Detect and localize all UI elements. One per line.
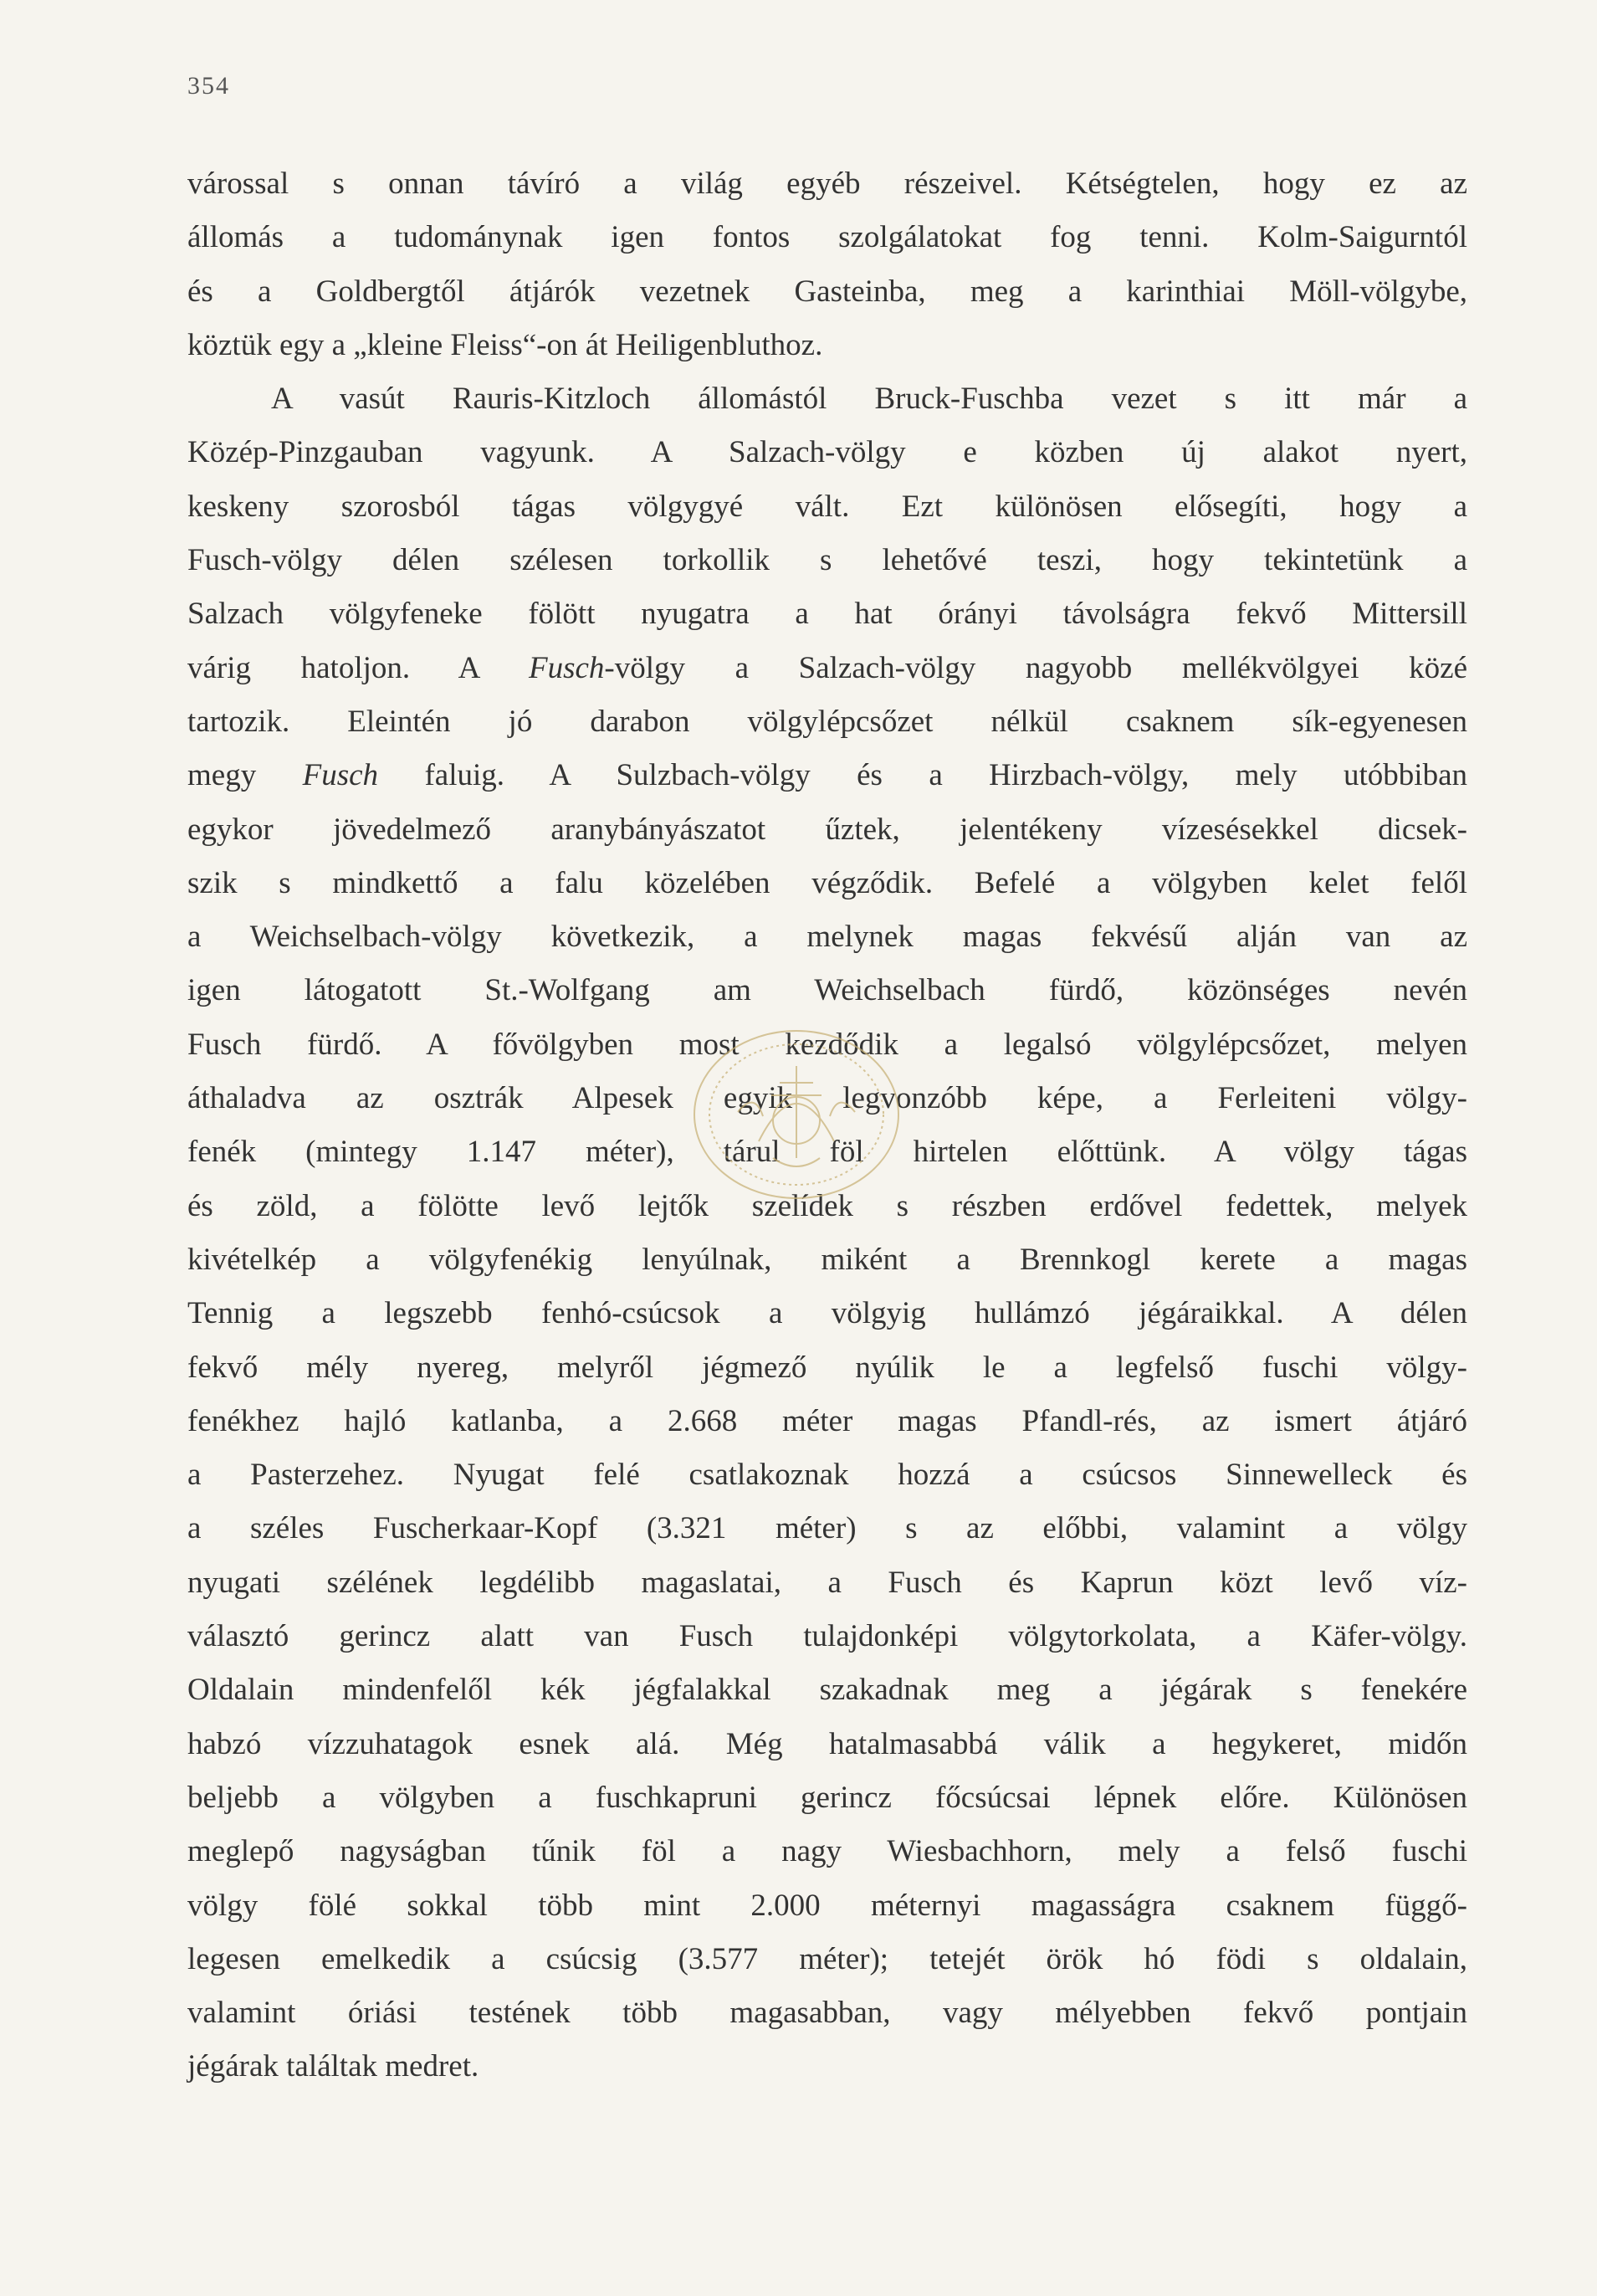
text-line: Oldalain mindenfelől kék jégfalakkal szakadnak meg a jégárak s fenekére: [187, 1673, 1467, 1708]
text-line-with-italic: várig hatoljon. A Fusch-völgy a Salzach-völgy nagyobb mellékvölgyei közé: [187, 650, 1467, 685]
text-line: választó gerincz alatt van Fusch tulajdonképi völgytorkolata, a Käfer-völgy.: [187, 1619, 1467, 1654]
text-line-with-italic: megy Fusch faluig. A Sulzbach-völgy és a Hirzbach-völgy, mely utóbbiban: [187, 758, 1468, 793]
stamp-graphic: [679, 1016, 914, 1208]
page-number: 354: [187, 72, 230, 100]
text-line: szik s mindkettő a falu közelében végződik. Befelé a völgyben kelet felől: [187, 865, 1467, 900]
text-line-final: jégárak találtak medret.: [187, 2049, 479, 2084]
text-line: valamint óriási testének több magasabban, vagy mélyebben fekvő pontjain: [187, 1996, 1467, 2031]
paragraph-start-line: A vasút Rauris-Kitzloch állomástól Bruck-Fuschba vezet s itt már a: [271, 382, 1467, 417]
text-line: várossal s onnan távíró a világ egyéb részeivel. Kétségtelen, hogy ez az: [187, 167, 1467, 201]
text-line: kivételkép a völgyfenékig lenyúlnak, miként a Brennkogl kerete a magas: [187, 1242, 1467, 1277]
text-line: beljebb a völgyben a fuschkapruni gerincz főcsúcsai lépnek előre. Különösen: [187, 1780, 1467, 1815]
text-line: Fusch-völgy délen szélesen torkollik s lehetővé teszi, hogy tekintetünk a: [187, 543, 1467, 578]
text-line: és a Goldbergtől átjárók vezetnek Gasteinba, meg a karinthiai Möll-völgybe,: [187, 274, 1467, 309]
text-line: Salzach völgyfeneke fölött nyugatra a hat órányi távolságra fekvő Mittersill: [187, 597, 1467, 632]
text-line: völgy fölé sokkal több mint 2.000 méternyi magasságra csaknem függő-: [187, 1888, 1467, 1923]
text-line: tartozik. Eleintén jó darabon völgylépcsőzet nélkül csaknem sík-egyenesen: [187, 704, 1467, 739]
italic-place-name: Fusch: [528, 650, 605, 685]
text-line: a Pasterzehez. Nyugat felé csatlakoznak hozzá a csúcsos Sinnewelleck és: [187, 1458, 1467, 1493]
text-line: fenékhez hajló katlanba, a 2.668 méter magas Pfandl-rés, az ismert átjáró: [187, 1403, 1467, 1438]
text-line: a Weichselbach-völgy következik, a melynek magas fekvésű alján van az: [187, 920, 1467, 955]
text-line: nyugati szélének legdélibb magaslatai, a Fusch és Kaprun közt levő víz-: [187, 1565, 1467, 1600]
text-line: habzó vízzuhatagok esnek alá. Még hatalmasabbá válik a hegykeret, midőn: [187, 1726, 1467, 1761]
library-stamp-icon: [679, 1016, 914, 1208]
text-line: meglepő nagyságban tűnik föl a nagy Wiesbachhorn, mely a felső fuschi: [187, 1834, 1467, 1869]
text-line: igen látogatott St.-Wolfgang am Weichselbach fürdő, közönséges nevén: [187, 973, 1467, 1008]
text-line: keskeny szorosból tágas völgygyé vált. Ezt különösen elősegíti, hogy a: [187, 489, 1467, 524]
italic-place-name: Fusch: [302, 758, 379, 793]
text-line: áthaladva az osztrák Alpesek egyik legvonzóbb képe, a Ferleiteni völgy-: [187, 1081, 1467, 1116]
text-line: fekvő mély nyereg, melyről jégmező nyúlik le a legfelső fuschi völgy-: [187, 1350, 1467, 1385]
text-line: Fusch fürdő. A fővölgyben most kezdődik a legalsó völgylépcsőzet, melyen: [187, 1027, 1467, 1062]
text-line: legesen emelkedik a csúcsig (3.577 méter); tetejét örök hó födi s oldalain,: [187, 1941, 1467, 1976]
text-line: Tennig a legszebb fenhó-csúcsok a völgyig hullámzó jégáraikkal. A délen: [187, 1296, 1467, 1331]
text-line: állomás a tudománynak igen fontos szolgálatokat fog tenni. Kolm-Saigurntól: [187, 220, 1467, 255]
text-line: Közép-Pinzgauban vagyunk. A Salzach-völgy e közben új alakot nyert,: [187, 435, 1467, 470]
text-line: köztük egy a „kleine Fleiss“-on át Heiligenbluthoz.: [187, 327, 823, 362]
text-line: a széles Fuscherkaar-Kopf (3.321 méter) s az előbbi, valamint a völgy: [187, 1511, 1467, 1546]
text-line: fenék (mintegy 1.147 méter), tárul föl hirtelen előttünk. A völgy tágas: [187, 1135, 1467, 1170]
text-line: és zöld, a fölötte levő lejtők szelídek s részben erdővel fedettek, melyek: [187, 1188, 1467, 1223]
text-line: egykor jövedelmező aranybányászatot űztek, jelentékeny vízesésekkel dicsek-: [187, 812, 1467, 847]
